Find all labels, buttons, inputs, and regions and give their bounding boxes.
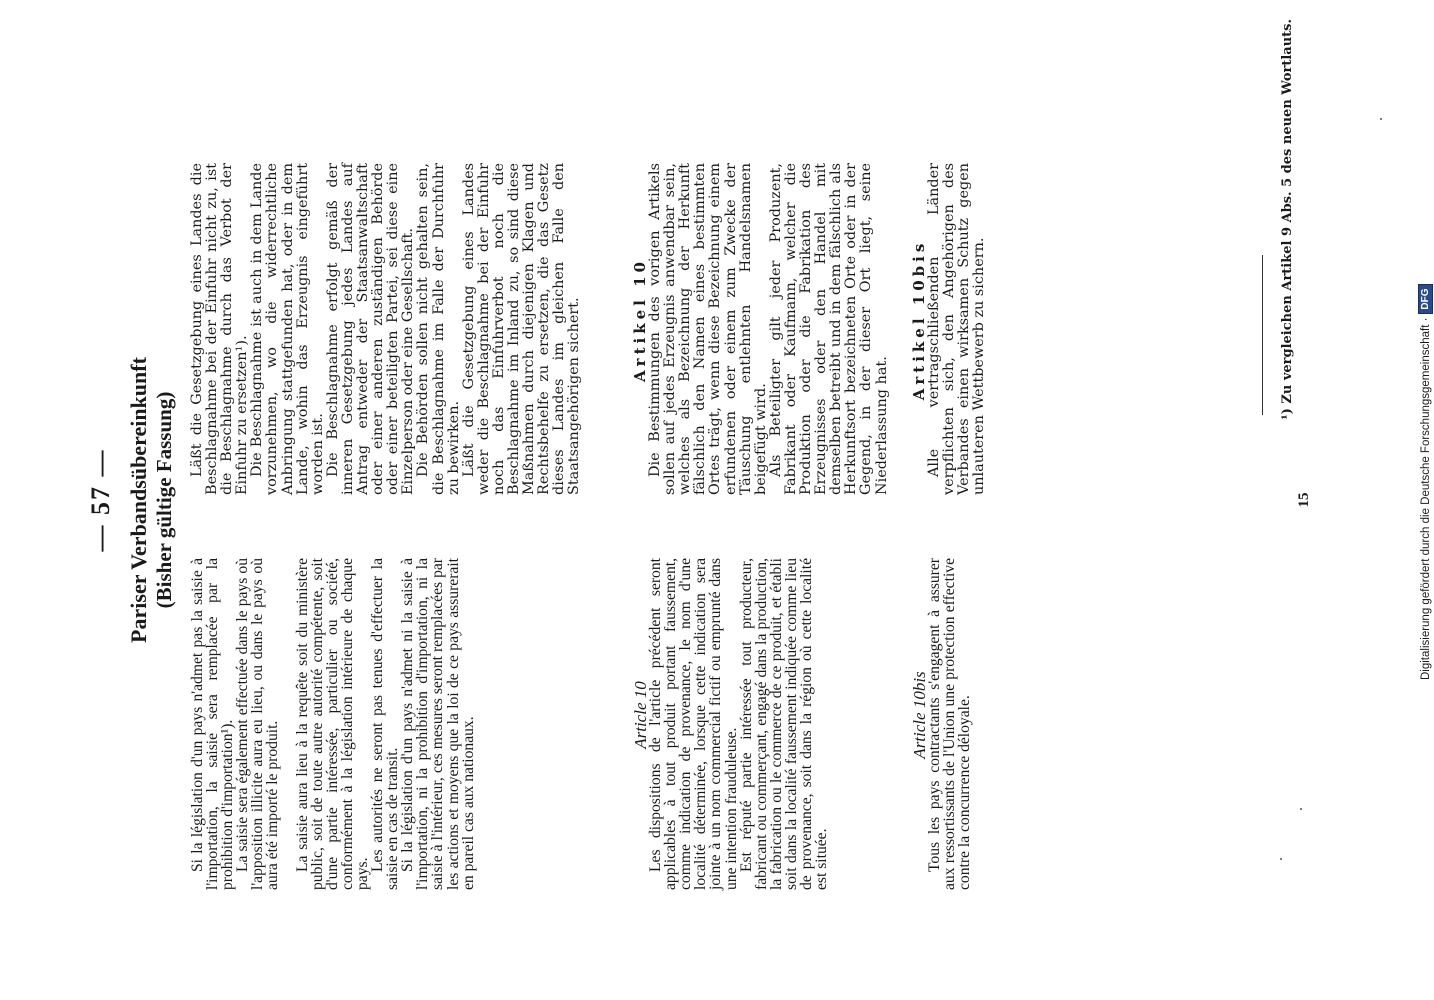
paragraph: Die Beschlagnahme erfolgt gemäß der inneren Gesetzgebung jedes Landes auf Antrag entweder der Staatsanwaltschaft oder einer anderen zuständigen Behörde oder einer beteiligten Partei, sei diese eine Einzelperson oder eine Gesellschaft. (324, 163, 417, 495)
paragraph: Les dispositions de l'article précédent seront applicables à tout produit portant faussement, comme indication de provenance, le nom d'une localité déterminée, lorsque cette indication sera jointe à un nom commercial fictif ou emprunté dans une intention frauduleuse. (647, 558, 740, 890)
paragraph: Les autorités ne seront pas tenues d'effectuer la saisie en cas de transit. (369, 558, 402, 890)
paragraph: Tous les pays contractants s'engagent à assurer aux ressortissants de l'Union une protection effective contre la concurrence déloyale. (926, 558, 974, 890)
paragraph: Si la législation d'un pays n'admet pas la saisie à l'importation, la saisie sera remplacée par la prohibition d'importation¹). (189, 558, 237, 890)
footnote: ¹) Zu vergleichen Artikel 9 Abs. 5 des neuen Wortlauts. (1280, 18, 1295, 420)
paragraph: Die Bestimmungen des vorigen Artikels sollen auf jedes Erzeugnis anwendbar sein, welches als Bezeichnung der Herkunft fälschlich den Namen eines bestimmten Ortes trägt, wenn diese Bezeichnung einem erfundenen oder einem zum Zwecke der Täuschung entlehnten Handelsnamen beigefügt wird. (647, 163, 769, 495)
paragraph: Die Behörden sollen nicht gehalten sein, die Beschlagnahme im Falle der Durchfuhr zu bewirken. (415, 163, 462, 495)
paragraph: Die Beschlagnahme ist auch in dem Lande vorzunehmen, wo die widerrechtliche Anbringung stattgefunden hat, oder in dem Lande, wohin das Erzeugnis eingeführt worden ist. (249, 163, 326, 495)
paragraph: Si la législation d'un pays n'admet ni la saisie à l'importation, ni la prohibition d'importation, ni la saisie à l'intérieur, ces mesures seront remplacées par les actions et moyens que la loi de ce pays assurerait en pareil cas aux nationaux. (399, 558, 477, 890)
dfg-logo-icon: DFG (1418, 284, 1433, 313)
article-title: Artikel 10bis (910, 239, 928, 401)
digitization-credit (1418, 0, 1433, 680)
german-article-10 (633, 163, 890, 495)
document-subtitle: (Bisher gültige Fassung) (152, 391, 176, 609)
paragraph: Läßt die Gesetzgebung eines Landes weder die Beschlagnahme bei der Einfuhr noch das Einfuhrverbot noch die Beschlagnahme im Inland zu, so sind diese Maßnahmen durch diejenigen Klagen und Rechtsbehelfe zu ersetzen, die das Gesetz dieses Landes im gleichen Falle den Staatsangehörigen sichert. (460, 163, 583, 495)
german-article-10bis (912, 163, 987, 495)
german-section-1 (190, 163, 582, 495)
paragraph: La saisie aura lieu à la requête soit du ministère public, soit de toute autre autorité compétente, soit d'une partie intéressée, particulier ou société, conformément à la législation intérieure de chaque pays. (293, 558, 371, 890)
article-title: Article 10 (631, 681, 650, 749)
document-title: Pariser Verbandsübereinkunft (126, 357, 151, 643)
paragraph: Alle vertragschließenden Länder verpflichten sich, den Angehörigen des Verbandes einen wirksamen Schutz gegen unlauteren Wettbewerb zu sichern. (926, 163, 988, 495)
article-title: Article 10bis (910, 671, 929, 759)
paragraph: Est réputé partie intéressée tout producteur, fabricant ou commerçant, engagé dans la production, la fabrication ou le commerce de ce produit, et établi soit dans la localité faussement indiquée comme lieu de provenance, soit dans la région où cette localité est située. (737, 558, 831, 890)
paragraph: Als Beteiligter gilt jeder Produzent, Fabrikant oder Kaufmann, welcher die Produktion oder die Fabrikation des Erzeugnisses oder den Handel mit demselben betreibt und in dem fälschlich als Herkunftsort bezeichneten Orte oder in der Gegend, in der dieser Ort liegt, seine Niederlassung hat. (767, 163, 890, 495)
scan-speck (1300, 808, 1302, 810)
paragraph: Läßt die Gesetzgebung eines Landes die Beschlagnahme bei der Einfuhr nicht zu, ist die Beschlagnahme durch das Verbot der Einfuhr zu ersetzen¹). (189, 163, 251, 495)
scan-speck (1280, 858, 1282, 860)
sheet-number: 15 (1296, 492, 1312, 508)
french-article-10 (633, 558, 829, 890)
article-title: Artikel 10 (631, 258, 649, 382)
paragraph: La saisie sera également effectuée dans le pays où l'apposition illicite aura eu lieu, ou dans le pays où aura été importé le produit. (234, 558, 282, 890)
digitization-note: Digitalisierung gefördert durch die Deutsche Forschungsgemeinschaft · (1419, 317, 1432, 680)
french-section-1 (190, 558, 476, 890)
scan-speck (1380, 118, 1382, 120)
page-number: — 57 — (86, 448, 115, 552)
french-article-10bis (912, 558, 972, 890)
footnote-divider (1262, 255, 1263, 415)
